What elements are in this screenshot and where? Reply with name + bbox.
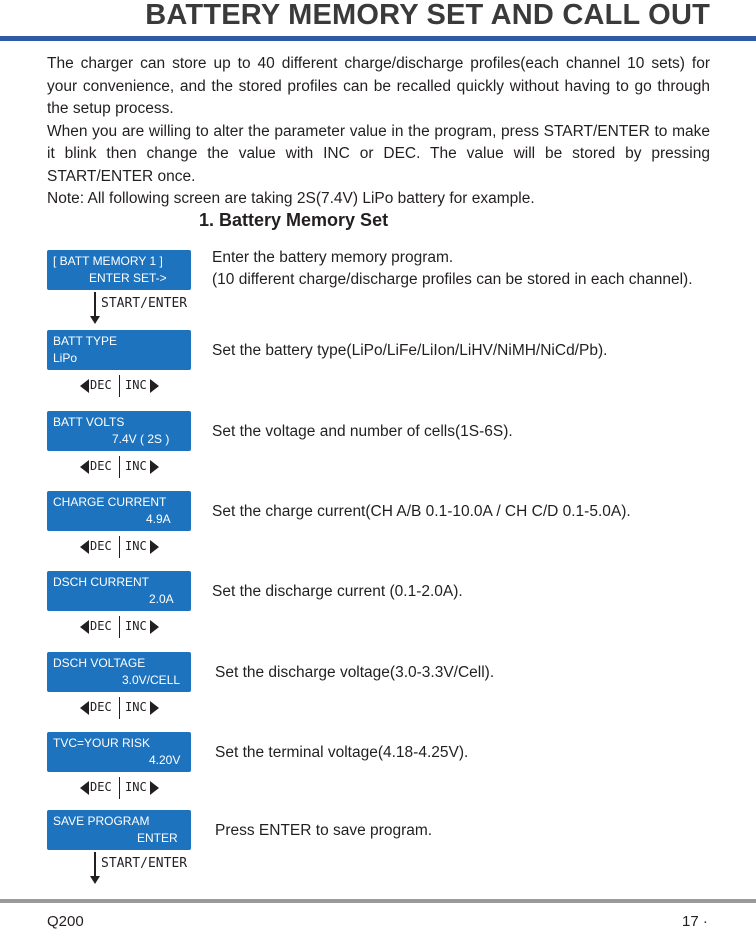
intro-paragraph: The charger can store up to 40 different charge/discharge profiles(each channel 10 sets) for your convenience, and the stored profiles can be recalled quickly without having to go through the setup process. [47, 55, 710, 117]
intro-text [47, 53, 710, 211]
start-enter-key[interactable] [94, 852, 204, 882]
lcd-line-2: ENTER [137, 831, 178, 845]
step-batt-memory [0, 250, 756, 330]
lcd-line-2: 7.4V ( 2S ) [112, 432, 170, 446]
key-divider [119, 536, 120, 558]
lcd-line-1: DSCH CURRENT [53, 575, 149, 589]
lcd-screen [47, 411, 191, 451]
key-divider [119, 777, 120, 799]
lcd-line-1: SAVE PROGRAM [53, 814, 150, 828]
step-description: Set the charge current(CH A/B 0.1-10.0A / CH C/D 0.1-5.0A). [212, 503, 631, 520]
dec-arrow-icon[interactable] [80, 620, 89, 634]
arrow-head-icon [90, 876, 100, 884]
title-divider [0, 36, 756, 41]
lcd-line-2: 2.0A [149, 592, 174, 606]
lcd-line-2: 4.9A [146, 512, 171, 526]
lcd-line-1: [ BATT MEMORY 1 ] [53, 254, 163, 268]
step-tvc [0, 732, 756, 812]
step-dsch-current [0, 571, 756, 651]
lcd-line-1: TVC=YOUR RISK [53, 736, 151, 750]
dec-inc-keys [80, 699, 170, 719]
arrow-head-icon [90, 316, 100, 324]
dec-inc-keys [80, 618, 170, 638]
lcd-screen [47, 732, 191, 772]
lcd-screen [47, 330, 191, 370]
desc-line-2: (10 different charge/discharge profiles can be stored in each channel). [212, 271, 693, 288]
start-enter-label: START/ENTER [101, 296, 188, 311]
dec-key-label: DEC [90, 780, 112, 794]
dec-arrow-icon[interactable] [80, 460, 89, 474]
lcd-line-1: DSCH VOLTAGE [53, 656, 146, 670]
down-arrow-icon [94, 292, 96, 318]
step-description: Set the voltage and number of cells(1S-6S). [212, 423, 513, 440]
start-enter-label: START/ENTER [101, 856, 188, 871]
inc-key-label: INC [125, 459, 147, 473]
lcd-line-1: BATT TYPE [53, 334, 118, 348]
footer-model: Q200 [47, 913, 84, 930]
key-divider [119, 456, 120, 478]
start-enter-key[interactable] [94, 292, 204, 322]
inc-arrow-icon[interactable] [150, 379, 159, 393]
page-title: BATTERY MEMORY SET AND CALL OUT [145, 0, 710, 31]
lcd-line-2: LiPo [53, 351, 78, 365]
lcd-screen [47, 652, 191, 692]
down-arrow-icon [94, 852, 96, 878]
inc-key-label: INC [125, 619, 147, 633]
dec-key-label: DEC [90, 378, 112, 392]
inc-key-label: INC [125, 378, 147, 392]
inc-arrow-icon[interactable] [150, 460, 159, 474]
lcd-line-1: CHARGE CURRENT [53, 495, 167, 509]
dec-arrow-icon[interactable] [80, 540, 89, 554]
dec-arrow-icon[interactable] [80, 781, 89, 795]
dec-arrow-icon[interactable] [80, 701, 89, 715]
section-title: 1. Battery Memory Set [199, 210, 389, 230]
dec-inc-keys [80, 538, 170, 558]
step-batt-volts [0, 411, 756, 491]
dec-inc-keys [80, 779, 170, 799]
key-divider [119, 697, 120, 719]
dec-key-label: DEC [90, 539, 112, 553]
lcd-screen [47, 250, 191, 290]
step-dsch-voltage [0, 652, 756, 732]
dec-key-label: DEC [90, 619, 112, 633]
lcd-line-2: 4.20V [149, 753, 181, 767]
inc-arrow-icon[interactable] [150, 701, 159, 715]
dec-arrow-icon[interactable] [80, 379, 89, 393]
inc-key-label: INC [125, 539, 147, 553]
lcd-line-1: BATT VOLTS [53, 415, 125, 429]
key-divider [119, 616, 120, 638]
step-charge-current [0, 491, 756, 571]
inc-arrow-icon[interactable] [150, 540, 159, 554]
page-number: 17 · [682, 913, 708, 930]
inc-arrow-icon[interactable] [150, 781, 159, 795]
dec-inc-keys [80, 458, 170, 478]
dec-key-label: DEC [90, 459, 112, 473]
step-description: Set the discharge current (0.1-2.0A). [212, 583, 463, 600]
step-description [212, 247, 693, 291]
lcd-screen [47, 810, 191, 850]
step-save-program [0, 810, 756, 890]
lcd-line-2: 3.0V/CELL [122, 673, 181, 687]
step-description: Press ENTER to save program. [215, 822, 433, 839]
step-description: Set the discharge voltage(3.0-3.3V/Cell). [215, 664, 495, 681]
step-description: Set the battery type(LiPo/LiFe/LiIon/LiHV/NiMH/NiCd/Pb). [212, 342, 608, 359]
intro-paragraph: When you are willing to alter the parameter value in the program, press START/ENTER to make it blink then change the value with INC or DEC. The value will be stored by pressing START/ENTER once. [47, 122, 710, 185]
desc-line-1: Enter the battery memory program. [212, 249, 454, 266]
lcd-line-2: ENTER SET-> [89, 271, 167, 285]
inc-key-label: INC [125, 780, 147, 794]
dec-inc-keys [80, 377, 170, 397]
lcd-screen [47, 491, 191, 531]
dec-key-label: DEC [90, 700, 112, 714]
key-divider [119, 375, 120, 397]
lcd-screen [47, 571, 191, 611]
inc-arrow-icon[interactable] [150, 620, 159, 634]
intro-note: Note: All following screen are taking 2S(7.4V) LiPo battery for example. [47, 190, 535, 207]
inc-key-label: INC [125, 700, 147, 714]
step-batt-type [0, 330, 756, 410]
step-description: Set the terminal voltage(4.18-4.25V). [215, 744, 469, 761]
footer-divider [0, 899, 756, 903]
